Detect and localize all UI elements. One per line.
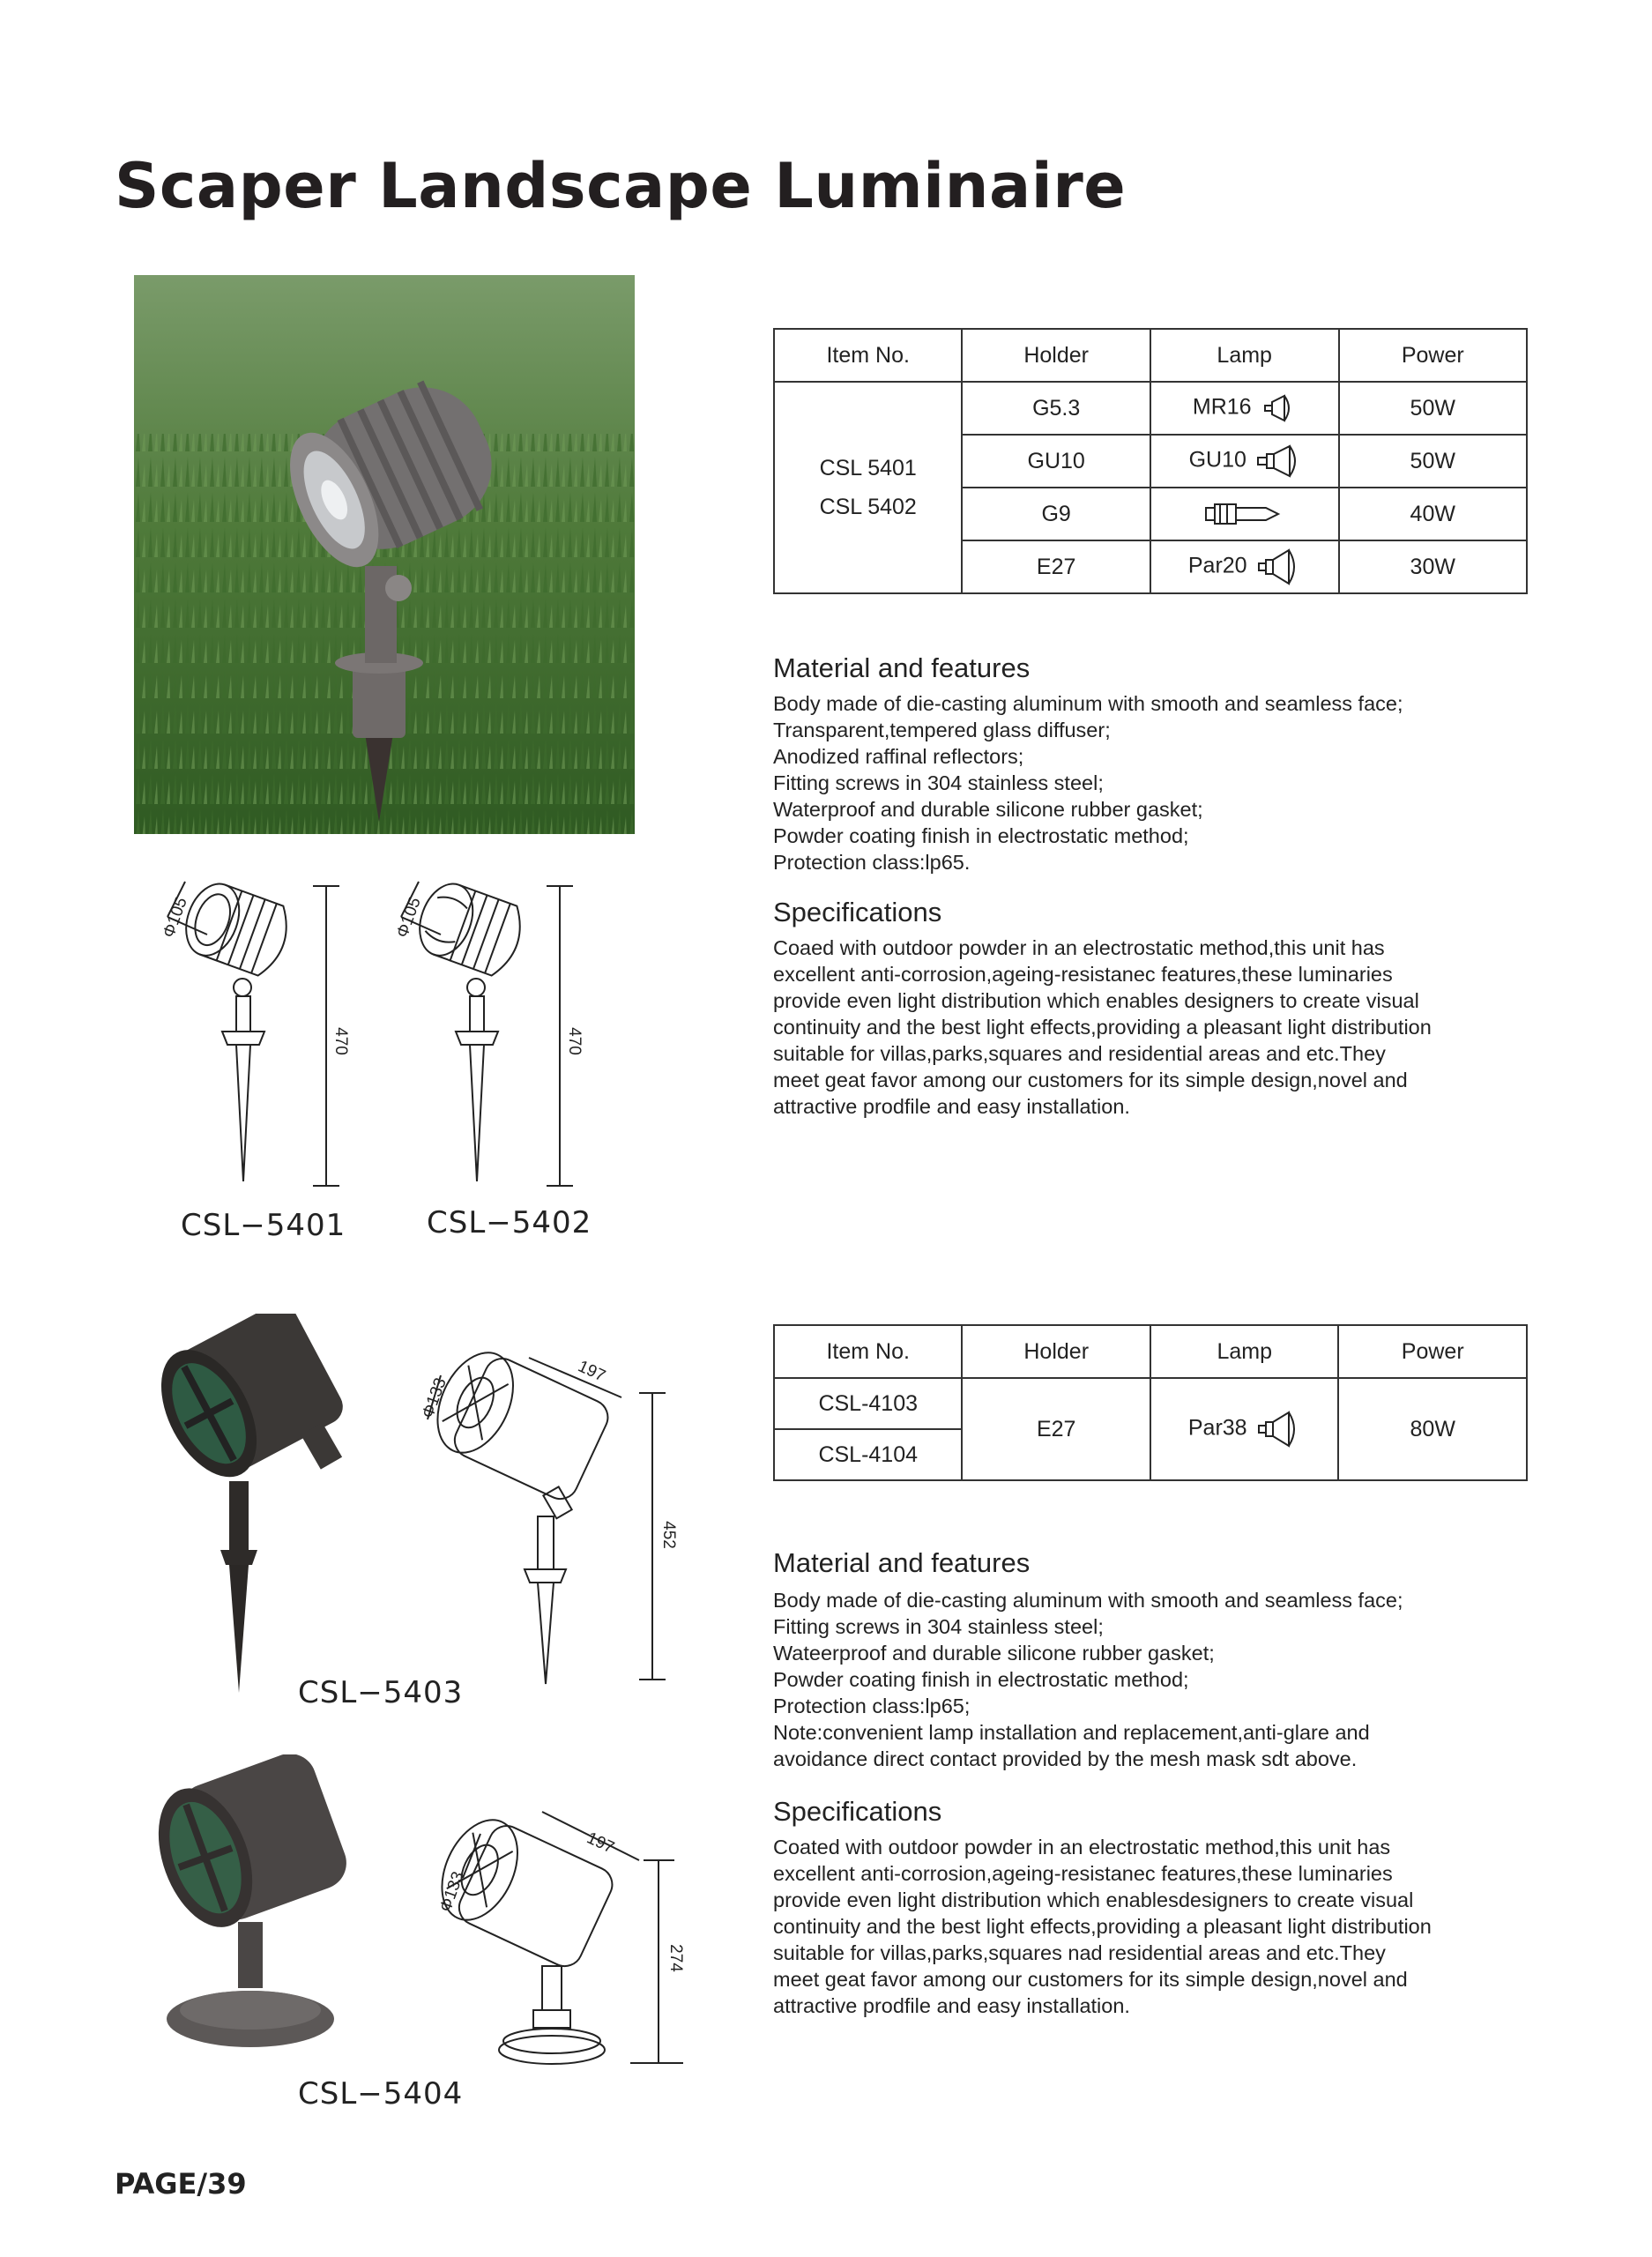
spec-text-1	[773, 935, 1432, 1120]
power-cell: 50W	[1339, 435, 1528, 488]
g9-lamp-icon	[1202, 501, 1291, 527]
diameter-label: Φ133	[419, 1375, 450, 1421]
text-line: continuity and the best light effects,providing a pleasant light distribution	[773, 1915, 1432, 1938]
spec-table-5401-5402	[773, 328, 1528, 594]
col-header-holder: Holder	[962, 329, 1150, 382]
col-header-power: Power	[1339, 329, 1528, 382]
page-number: PAGE/39	[115, 2167, 247, 2201]
model-label-csl5402: CSL−5402	[427, 1205, 592, 1240]
holder-cell: E27	[962, 1378, 1150, 1480]
spec-table-4103-4104	[773, 1324, 1528, 1481]
text-line: excellent anti-corrosion,ageing-resistanec features,these luminaries	[773, 1862, 1393, 1885]
holder-cell: GU10	[962, 435, 1150, 488]
col-header-item-no: Item No.	[774, 1325, 962, 1378]
lamp-label: GU10	[1188, 447, 1246, 473]
text-line: Protection class:lp65;	[773, 1695, 971, 1717]
text-line: provide even light distribution which enables designers to create visual	[773, 989, 1419, 1012]
product-photo-csl5404	[141, 1754, 370, 2054]
text-line: Coaed with outdoor powder in an electrostatic method,this unit has	[773, 936, 1385, 959]
lamp-cell	[1150, 435, 1339, 488]
col-header-holder: Holder	[962, 1325, 1150, 1378]
page-title: Scaper Landscape Luminaire	[115, 150, 1127, 222]
lamp-label: Par38	[1187, 1415, 1247, 1441]
height-label: 470	[564, 1027, 584, 1055]
text-line: Note:convenient lamp installation and replacement,anti-glare and	[773, 1721, 1370, 1744]
text-line: attractive prodfile and easy installation.	[773, 1994, 1130, 2017]
product-photo-grass	[134, 275, 635, 834]
power-cell: 30W	[1339, 540, 1528, 593]
model-label-csl5401: CSL−5401	[181, 1208, 346, 1243]
text-line: Transparent,tempered glass diffuser;	[773, 719, 1111, 741]
drawing-csl5404	[419, 1799, 692, 2072]
text-line: Wateerproof and durable silicone rubber gasket;	[773, 1642, 1215, 1665]
material-text-2	[773, 1587, 1403, 1772]
mr16-lamp-icon	[1261, 393, 1297, 423]
diameter-label: Φ105	[393, 895, 425, 941]
material-heading-1: Material and features	[773, 652, 1031, 683]
spec-heading-2: Specifications	[773, 1796, 942, 1827]
text-line: Fitting screws in 304 stainless steel;	[773, 771, 1104, 794]
power-cell: 80W	[1338, 1378, 1527, 1480]
text-line: Anodized raffinal reflectors;	[773, 745, 1024, 768]
power-cell: 50W	[1339, 382, 1528, 435]
lamp-cell	[1150, 488, 1339, 540]
text-line: Fitting screws in 304 stainless steel;	[773, 1615, 1104, 1638]
length-label: 197	[584, 1829, 617, 1858]
item-no-csl4104: CSL-4104	[774, 1429, 962, 1480]
lamp-label: Par20	[1187, 553, 1247, 578]
diameter-label: Φ105	[160, 895, 191, 941]
col-header-power: Power	[1338, 1325, 1527, 1378]
spec-heading-1: Specifications	[773, 897, 942, 927]
drawing-csl5402	[383, 873, 613, 1208]
text-line: attractive prodfile and easy installation.	[773, 1095, 1130, 1118]
text-line: Body made of die-casting aluminum with smooth and seamless face;	[773, 692, 1403, 715]
text-line: meet geat favor among our customers for its simple design,novel and	[773, 1968, 1408, 1991]
lamp-cell	[1150, 540, 1339, 593]
holder-cell: G9	[962, 488, 1150, 540]
item-no-csl4103: CSL-4103	[774, 1378, 962, 1429]
gu10-lamp-icon	[1256, 443, 1300, 479]
height-label: 274	[666, 1944, 685, 1972]
col-header-lamp: Lamp	[1150, 1325, 1338, 1378]
col-header-item-no: Item No.	[774, 329, 962, 382]
text-line: Waterproof and durable silicone rubber gasket;	[773, 798, 1203, 821]
material-text-1	[773, 690, 1403, 875]
par38-lamp-icon	[1257, 1410, 1301, 1449]
item-no-csl5401: CSL 5401	[819, 456, 917, 480]
power-cell: 40W	[1339, 488, 1528, 540]
model-label-csl5403: CSL−5403	[298, 1675, 464, 1710]
material-heading-2: Material and features	[773, 1547, 1031, 1578]
diameter-label: Φ133	[436, 1869, 468, 1915]
text-line: continuity and the best light effects,providing a pleasant light distribution	[773, 1016, 1432, 1039]
spec-text-2	[773, 1834, 1432, 2019]
lamp-cell	[1150, 382, 1339, 435]
text-line: Powder coating finish in electrostatic method;	[773, 824, 1189, 847]
text-line: Powder coating finish in electrostatic method;	[773, 1668, 1189, 1691]
length-label: 197	[575, 1357, 608, 1386]
text-line: Protection class:lp65.	[773, 851, 971, 874]
text-line: meet geat favor among our customers for its simple design,novel and	[773, 1069, 1408, 1091]
item-numbers-cell	[774, 382, 962, 593]
lamp-cell	[1150, 1378, 1338, 1480]
text-line: excellent anti-corrosion,ageing-resistanec features,these luminaries	[773, 963, 1393, 986]
text-line: suitable for villas,parks,squares and residential areas and etc.They	[773, 1042, 1386, 1065]
drawing-csl5401	[150, 873, 379, 1208]
col-header-lamp: Lamp	[1150, 329, 1339, 382]
item-no-csl5402: CSL 5402	[819, 495, 917, 519]
text-line: provide even light distribution which enablesdesigners to create visual	[773, 1888, 1414, 1911]
lamp-label: MR16	[1192, 394, 1252, 420]
height-label: 470	[331, 1027, 350, 1055]
holder-cell: E27	[962, 540, 1150, 593]
par20-lamp-icon	[1257, 547, 1301, 586]
model-label-csl5404: CSL−5404	[298, 2076, 464, 2112]
text-line: avoidance direct contact provided by the mesh mask sdt above.	[773, 1747, 1358, 1770]
height-label: 452	[659, 1521, 678, 1549]
text-line: suitable for villas,parks,squares nad residential areas and etc.They	[773, 1941, 1386, 1964]
product-photo-csl5403	[141, 1314, 344, 1702]
holder-cell: G5.3	[962, 382, 1150, 435]
text-line: Body made of die-casting aluminum with smooth and seamless face;	[773, 1589, 1403, 1612]
drawing-csl5403	[414, 1340, 679, 1693]
text-line: Coated with outdoor powder in an electrostatic method,this unit has	[773, 1836, 1391, 1858]
